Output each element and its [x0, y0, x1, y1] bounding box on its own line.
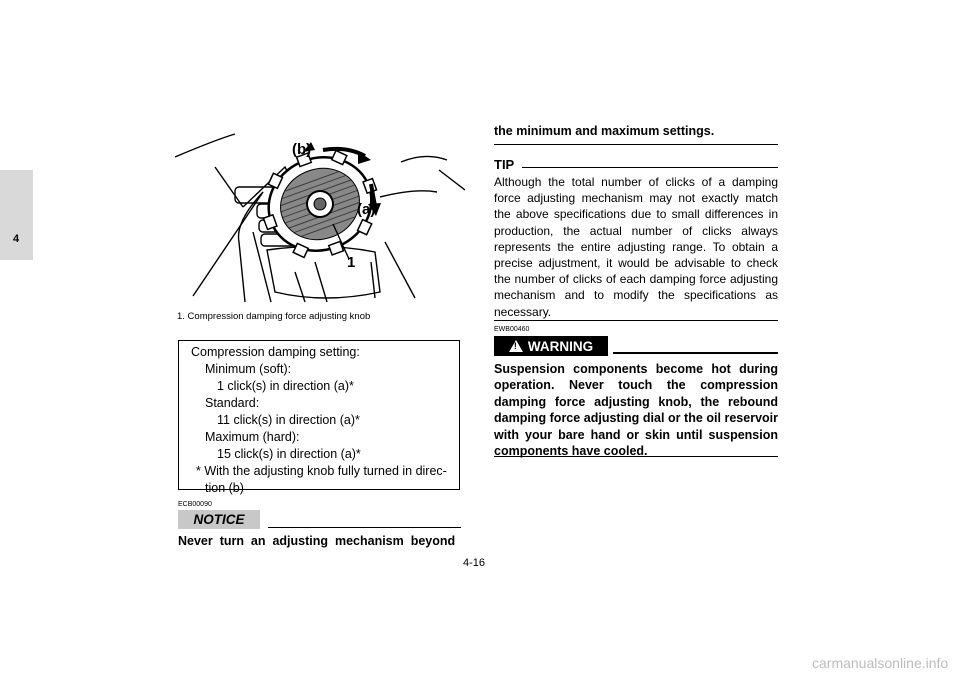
notice-rule [268, 527, 461, 528]
notice-end-rule [494, 144, 778, 145]
shock-absorber-illustration [175, 112, 465, 308]
spec-footnote-cont: tion (b) [205, 481, 244, 495]
spec-max-value: 15 click(s) in direction (a)* [217, 447, 361, 461]
spec-footnote: * With the adjusting knob fully turned in direc- [196, 464, 447, 478]
illustration-outline [175, 134, 235, 157]
callout-b: (b) [292, 141, 312, 158]
spec-std-label: Standard: [205, 396, 260, 410]
watermark: carmanualsonline.info [812, 655, 949, 671]
notice-badge: NOTICE [178, 510, 260, 529]
callout-1: 1 [347, 254, 356, 271]
callout-a: (a) [357, 201, 376, 218]
warning-body: Suspension components become hot during operation. Never touch the compression damping force adjusting knob, the rebound damping force adjusting dial or the oil reservoir with your bare hand or skin until suspension components have cooled. [494, 362, 778, 459]
warning-badge [494, 336, 608, 356]
tip-rule [522, 167, 778, 168]
tip-title: TIP [494, 157, 515, 172]
figure-caption: 1. Compression damping force adjusting knob [177, 311, 371, 322]
direction-arrow-icon [358, 151, 371, 164]
chapter-tab-number: 4 [13, 233, 20, 245]
page-number: 4-16 [463, 557, 486, 569]
spec-min-label: Minimum (soft): [205, 362, 292, 376]
spec-max-label: Maximum (hard): [205, 430, 300, 444]
tip-body: Although the total number of clicks of a damping force adjusting mechanism may not exactly match the above specifications due to small differences in production, the actual number of clicks always represents the entire adjusting range. To obtain a precise adjustment, it would be advisable to check the number of clicks of each damping force adjusting mechanism and to modify the specifications as necessary. [494, 175, 778, 319]
warning-code: EWB00460 [494, 326, 530, 333]
warning-end-rule [494, 456, 778, 457]
notice-text-line1: Never turn an adjusting mechanism beyond [178, 534, 456, 548]
warning-triangle-icon [509, 340, 523, 352]
notice-text-line2: the minimum and maximum settings. [494, 124, 715, 138]
chapter-tab [0, 170, 33, 260]
spec-box [178, 340, 460, 495]
warning-label: WARNING [527, 338, 594, 354]
tip-end-rule [494, 320, 778, 321]
notice-code: ECB00090 [178, 501, 212, 508]
warning-rule [613, 352, 778, 354]
spec-std-value: 11 click(s) in direction (a)* [217, 413, 360, 427]
spec-min-value: 1 click(s) in direction (a)* [217, 379, 354, 393]
spec-heading: Compression damping setting: [191, 345, 360, 359]
